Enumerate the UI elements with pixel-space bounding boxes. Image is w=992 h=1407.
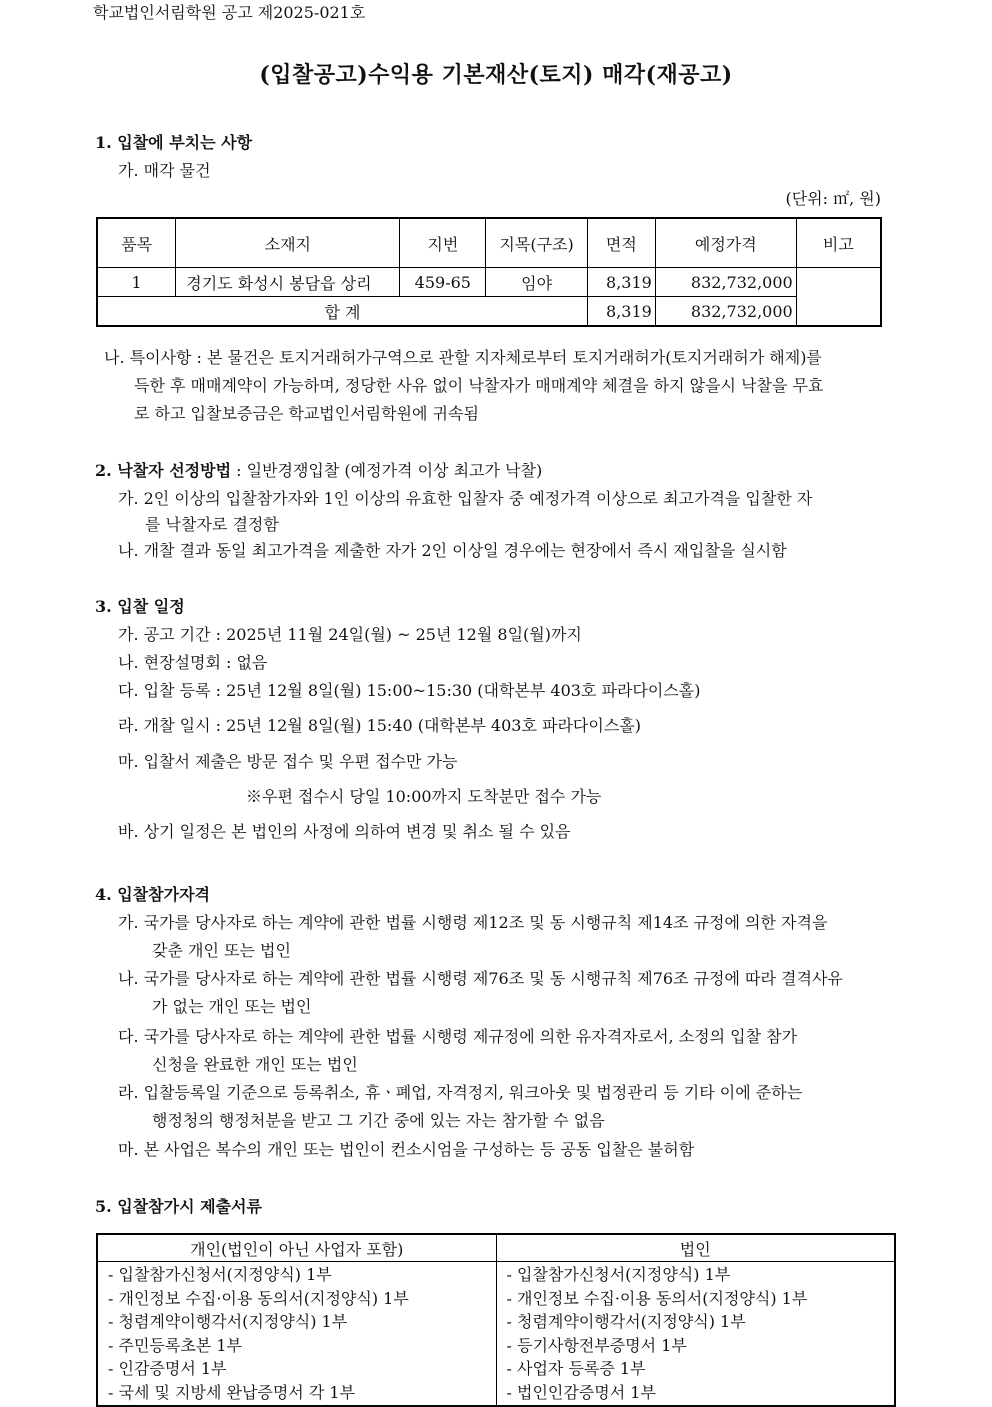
list-item: - 등기사항전부증명서 1부 (506, 1335, 687, 1355)
cell-total-area: 8,319 (587, 297, 655, 327)
page-title: (입찰공고)수익용 기본재산(토지) 매각(재공고) (259, 62, 733, 88)
schedule-opening: 라. 개찰 일시 : 25년 12월 8일(월) 15:40 (대학본부 403호 파라다이스홀) (118, 716, 641, 735)
documents-table (96, 1233, 896, 1407)
list-item: - 입찰참가신청서(지정양식) 1부 (108, 1265, 332, 1284)
property-table (96, 217, 882, 327)
cell-location: 경기도 화성시 봉담읍 상리 (176, 268, 400, 297)
list-item: - 주민등록초본 1부 (108, 1335, 242, 1355)
section-4-heading: 4. 입찰참가자격 (95, 885, 211, 904)
section-2-heading: 2. 낙찰자 선정방법 (95, 461, 232, 480)
corporate-documents-list (496, 1262, 895, 1407)
qualification-ga-line-2: 갖춘 개인 또는 법인 (152, 941, 291, 960)
qualification-da-line-2: 신청을 완료한 개인 또는 법인 (152, 1055, 358, 1074)
section-2-heading-line (95, 458, 542, 481)
section-1-na-line-1: 나. 특이사항 : 본 물건은 토지거래허가구역으로 관할 지자체로부터 토지거래허가(토지거래허가 해제)를 (104, 348, 822, 367)
qualification-ra-line-2: 행정청의 행정처분을 받고 그 기간 중에 있는 자는 참가할 수 없음 (152, 1111, 605, 1130)
section-2-ga-line-2: 를 낙찰자로 결정함 (145, 515, 279, 534)
qualification-ma: 마. 본 사업은 복수의 개인 또는 법인이 컨소시엄을 구성하는 등 공동 입찰은 불허함 (118, 1140, 695, 1159)
col-header-location: 소재지 (176, 218, 400, 268)
col-header-area: 면적 (587, 218, 655, 268)
list-item: - 청렴계약이행각서(지정양식) 1부 (506, 1312, 746, 1331)
cell-remarks (796, 268, 881, 327)
schedule-notice-period: 가. 공고 기간 : 2025년 11월 24일(월) ~ 25년 12월 8일(월)까지 (118, 625, 582, 644)
qualification-na-line-2: 가 없는 개인 또는 법인 (152, 997, 312, 1016)
cell-total-label: 합 계 (97, 297, 587, 327)
cell-price: 832,732,000 (655, 268, 796, 297)
col-header-item: 품목 (97, 218, 176, 268)
cell-area: 8,319 (587, 268, 655, 297)
section-2-ga-line-1: 가. 2인 이상의 입찰참가자와 1인 이상의 유효한 입찰자 중 예정가격 이상으로 최고가격을 입찰한 자 (118, 489, 813, 508)
list-item: - 사업자 등록증 1부 (506, 1359, 646, 1378)
col-header-remarks: 비고 (796, 218, 881, 268)
schedule-registration: 다. 입찰 등록 : 25년 12월 8일(월) 15:00~15:30 (대학본부 403호 파라다이스홀) (118, 681, 701, 700)
documents-list-row (97, 1262, 895, 1407)
cell-lot: 459-65 (400, 268, 486, 297)
individual-documents-list (97, 1262, 496, 1407)
schedule-change-notice: 바. 상기 일정은 본 법인의 사정에 의하여 변경 및 취소 될 수 있음 (118, 822, 571, 841)
schedule-submission: 마. 입찰서 제출은 방문 접수 및 우편 접수만 가능 (118, 752, 458, 771)
cell-item-no: 1 (97, 268, 176, 297)
schedule-mail-note: ※우편 접수시 당일 10:00까지 도착분만 접수 가능 (246, 787, 602, 806)
col-header-price: 예정가격 (655, 218, 796, 268)
qualification-na-line-1: 나. 국가를 당사자로 하는 계약에 관한 법률 시행령 제76조 및 동 시행규칙 제76조 규정에 따라 결격사유 (118, 969, 843, 988)
qualification-da-line-1: 다. 국가를 당사자로 하는 계약에 관한 법률 시행령 제규정에 의한 유자격자로서, 소정의 입찰 참가 (118, 1027, 798, 1046)
unit-label: (단위: ㎡, 원) (785, 189, 881, 208)
cell-total-price: 832,732,000 (655, 297, 796, 327)
section-1-ga: 가. 매각 물건 (118, 161, 211, 180)
list-item: - 개인정보 수집·이용 동의서(지정양식) 1부 (108, 1288, 409, 1308)
list-item: - 법인인감증명서 1부 (506, 1382, 656, 1402)
col-header-individual: 개인(법인이 아닌 사업자 포함) (97, 1234, 496, 1262)
section-2-na: 나. 개찰 결과 동일 최고가격을 제출한 자가 2인 이상일 경우에는 현장에서 즉시 재입찰을 실시함 (118, 541, 787, 560)
qualification-ga-line-1: 가. 국가를 당사자로 하는 계약에 관한 법률 시행령 제12조 및 동 시행규칙 제14조 규정에 의한 자격을 (118, 913, 828, 932)
section-5-heading: 5. 입찰참가시 제출서류 (95, 1197, 262, 1216)
col-header-lot: 지번 (400, 218, 486, 268)
section-1-heading: 1. 입찰에 부치는 사항 (95, 133, 253, 152)
col-header-corporate: 법인 (496, 1234, 895, 1262)
list-item: - 인감증명서 1부 (108, 1359, 227, 1378)
document-number: 학교법인서림학원 공고 제2025-021호 (93, 3, 366, 22)
table-header-row (97, 218, 881, 268)
table-row (97, 268, 881, 297)
cell-category: 임야 (486, 268, 588, 297)
list-item: - 국세 및 지방세 완납증명서 각 1부 (108, 1382, 356, 1402)
section-3-heading: 3. 입찰 일정 (95, 597, 185, 616)
section-2-method: : 일반경쟁입찰 (예정가격 이상 최고가 낙찰) (231, 461, 543, 480)
schedule-site-briefing: 나. 현장설명회 : 없음 (118, 653, 268, 672)
documents-header-row (97, 1234, 895, 1262)
list-item: - 청렴계약이행각서(지정양식) 1부 (108, 1312, 348, 1331)
list-item: - 입찰참가신청서(지정양식) 1부 (506, 1265, 731, 1284)
col-header-category: 지목(구조) (486, 218, 588, 268)
table-total-row (97, 297, 881, 327)
section-1-na-line-3: 로 하고 입찰보증금은 학교법인서림학원에 귀속됨 (134, 404, 479, 423)
list-item: - 개인정보 수집·이용 동의서(지정양식) 1부 (506, 1288, 808, 1308)
qualification-ra-line-1: 라. 입찰등록일 기준으로 등록취소, 휴ㆍ폐업, 자격정지, 워크아웃 및 법정관리 등 기타 이에 준하는 (118, 1083, 803, 1102)
section-1-na-line-2: 득한 후 매매계약이 가능하며, 정당한 사유 없이 낙찰자가 매매계약 체결을 하지 않을시 낙찰을 무효 (134, 376, 824, 395)
